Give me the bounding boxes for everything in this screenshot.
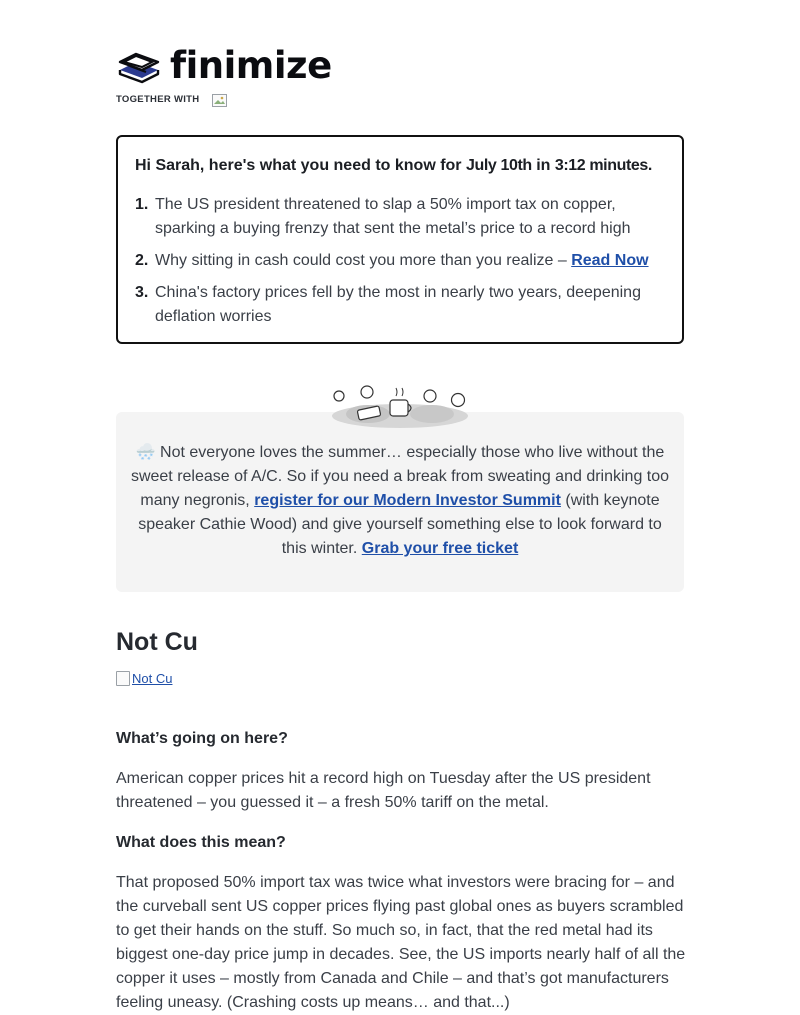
finimize-logo-icon bbox=[116, 48, 162, 84]
partner-logo-broken-image-icon[interactable] bbox=[212, 94, 228, 108]
greeting-suffix: . bbox=[647, 157, 653, 174]
section-heading-what-does-this-mean: What does this mean? bbox=[116, 834, 286, 851]
point-text bbox=[155, 249, 649, 273]
section-heading-whats-going-on: What’s going on here? bbox=[116, 730, 288, 747]
broken-image-icon bbox=[116, 671, 130, 686]
summit-promo-box bbox=[116, 412, 684, 592]
free-ticket-link[interactable]: Grab your free ticket bbox=[361, 540, 519, 557]
greeting-duration: 3:12 minutes bbox=[554, 157, 648, 174]
coffee-chat-illustration-icon bbox=[328, 384, 472, 432]
brand-wordmark: finimize bbox=[170, 44, 332, 87]
greeting bbox=[135, 155, 664, 177]
summary-points bbox=[135, 193, 664, 329]
greeting-mid: in bbox=[531, 157, 555, 174]
point-text: The US president threatened to slap a 50% import tax on copper, sparking a buying frenzy that sent the metal’s price to a record high bbox=[155, 196, 631, 237]
article-image[interactable] bbox=[116, 671, 172, 686]
article-title: Not Cu bbox=[116, 628, 198, 656]
point-text-body: Why sitting in cash could cost you more than you realize – bbox=[155, 252, 572, 269]
summary-point bbox=[135, 281, 664, 329]
point-number: 1. bbox=[135, 196, 149, 213]
promo-text-1: Not everyone loves the summer… especially those who live without the sweet release of A/C. So if you need a break from sweating and drinking too many negronis, bbox=[130, 444, 670, 509]
briefing-summary-box bbox=[116, 135, 684, 344]
brand-logo[interactable] bbox=[116, 46, 332, 86]
summary-point bbox=[135, 193, 664, 241]
greeting-prefix: Hi Sarah, here's what you need to know for bbox=[135, 157, 466, 174]
article-image-alt-link[interactable]: Not Cu bbox=[132, 671, 173, 686]
together-with-label: TOGETHER WITH bbox=[116, 94, 200, 105]
point-number: 3. bbox=[135, 284, 149, 301]
point-text: China's factory prices fell by the most in nearly two years, deepening deflation worries bbox=[155, 284, 641, 325]
snow-cloud-icon: 🌨️ bbox=[135, 444, 156, 461]
promo-text-2: (with keynote speaker Cathie Wood) and give yourself something else to look forward to this winter. bbox=[138, 492, 662, 557]
point-number: 2. bbox=[135, 252, 149, 269]
register-summit-link[interactable]: register for our Modern Investor Summit bbox=[254, 492, 561, 509]
section-body-what-does-this-mean: That proposed 50% import tax was twice what investors were bracing for – and the curveball sent US copper prices flying past global ones as buyers scrambled to get their hands on the stuff. So much so, in fact, that the red metal had its biggest one-day price jump in decades. See, the US imports nearly half of all the copper it uses – mostly from Canada and Chile – and that’s got manufacturers feeling uneasy. (Crashing costs up means… and that...) bbox=[116, 874, 686, 1011]
summary-point bbox=[135, 249, 664, 273]
read-now-link[interactable]: Read Now bbox=[571, 252, 649, 269]
greeting-date: July 10th bbox=[465, 157, 532, 174]
section-body-whats-going-on: American copper prices hit a record high on Tuesday after the US president threatened – you guessed it – a fresh 50% tariff on the metal. bbox=[116, 770, 651, 811]
